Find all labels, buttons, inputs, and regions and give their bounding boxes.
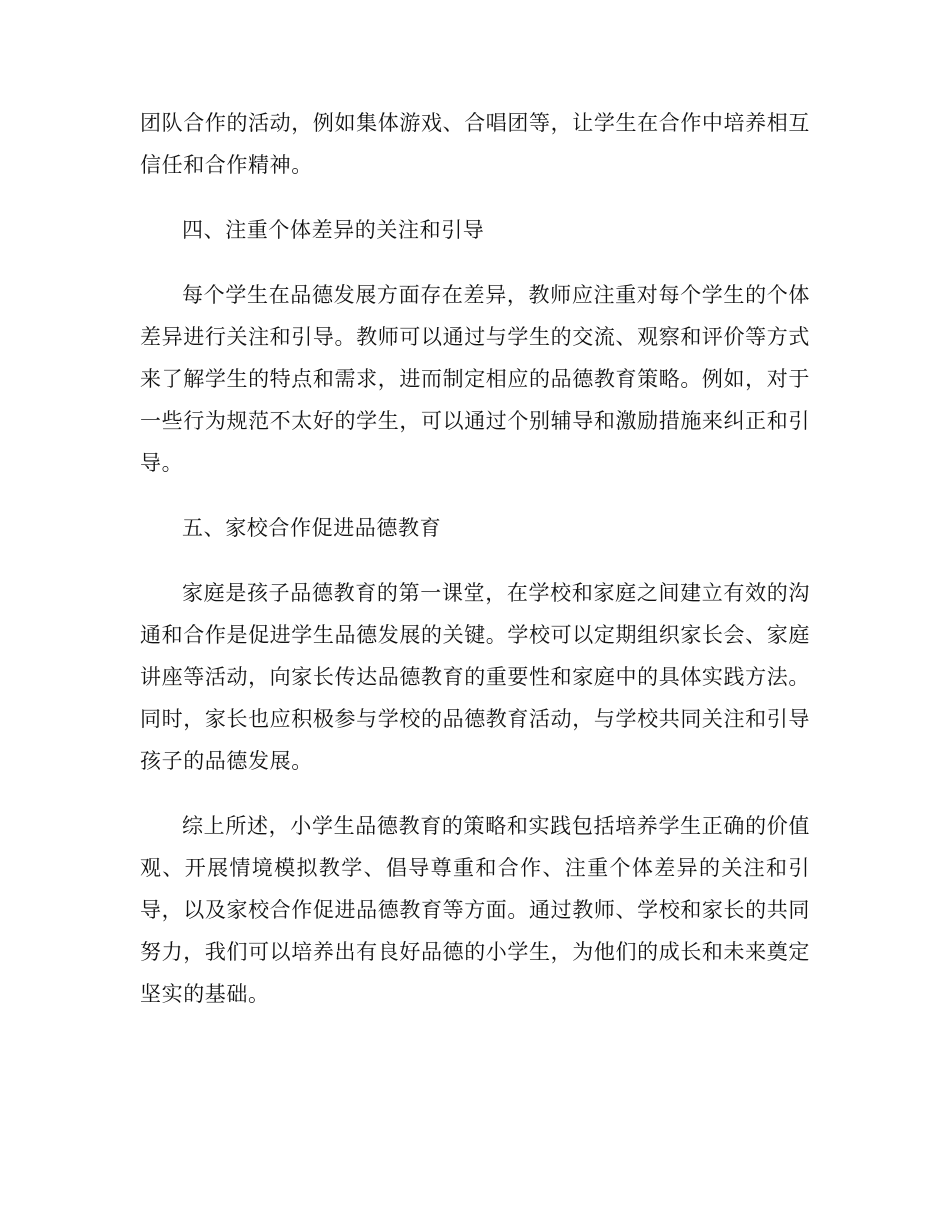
section-heading-5: 五、家校合作促进品德教育 <box>182 516 442 540</box>
paragraph-continued: 团队合作的活动，例如集体游戏、合唱团等，让学生在合作中培养相互信任和合作精神。 <box>140 111 810 177</box>
paragraph-individual-differences: 每个学生在品德发展方面存在差异，教师应注重对每个学生的个体差异进行关注和引导。教师可以通过与学生的交流、观察和评价等方式来了解学生的特点和需求，进而制定相应的品德教育策略。例如，对于一些行为规范不太好的学生，可以通过个别辅导和激励措施来纠正和引导。 <box>140 283 810 475</box>
section-heading-4: 四、注重个体差异的关注和引导 <box>182 218 485 242</box>
paragraph-home-school: 家庭是孩子品德教育的第一课堂，在学校和家庭之间建立有效的沟通和合作是促进学生品德发展的关键。学校可以定期组织家长会、家庭讲座等活动，向家长传达品德教育的重要性和家庭中的具体实践方法。同时，家长也应积极参与学校的品德教育活动，与学校共同关注和引导孩子的品德发展。 <box>140 581 810 773</box>
paragraph-conclusion: 综上所述，小学生品德教育的策略和实践包括培养学生正确的价值观、开展情境模拟教学、倡导尊重和合作、注重个体差异的关注和引导，以及家校合作促进品德教育等方面。通过教师、学校和家长的共同努力，我们可以培养出有良好品德的小学生，为他们的成长和未来奠定坚实的基础。 <box>140 814 810 1006</box>
document-body <box>140 102 810 1038</box>
